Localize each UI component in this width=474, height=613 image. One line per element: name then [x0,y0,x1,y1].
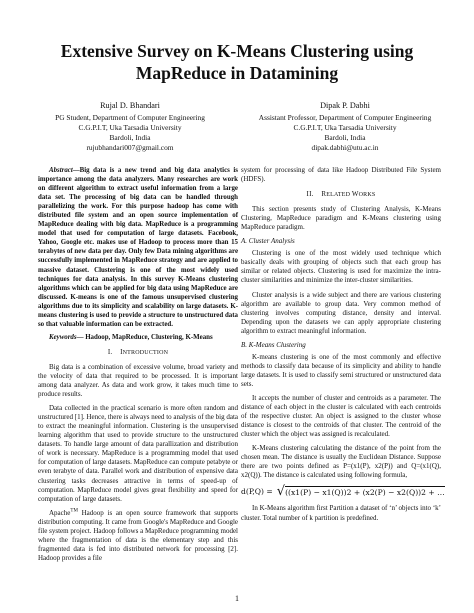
keywords [38,333,238,342]
subsection-cluster-analysis: A. Cluster Analysis [241,237,295,246]
abstract [38,166,238,329]
author-email: dipak.dabhi@utu.ac.in [311,143,379,152]
keywords-dash: — [76,333,84,341]
formula-body: ((x1(P) − x1(Q))2 + (x2(P) − x2(Q))2 + … [285,488,445,498]
author-block-1 [40,101,220,153]
keywords-label: Keywords [49,333,77,341]
sqrt-symbol: √ [276,484,286,500]
keywords-text: Hadoop, MapReduce, Clustering, K-Means [83,333,213,341]
title-line-2: MapReduce in Datamining [135,63,339,83]
kmeans-paragraph-2: It accepts the number of cluster and centroids as a parameter. The distance of each object in the cluster is calculated with each centroids of the respective cluster. An object is assigned to the cluster whose distance is closest to the centroids of that cluster. The centroid of the cluster which the object was assigned is recalculated. [241,393,441,439]
formula-lhs: d(P,Q) = [241,487,273,497]
title-line-1: Extensive Survey on K-Means Clustering using [60,41,414,61]
section-rest: NTRODUCTION [122,349,169,356]
cluster-paragraph-2: Cluster analysis is a wide subject and there are various clustering algorithm are available to group data. Very common method of clustering involves computing distance, density and interval. Depending upon the datasets we can apply appropriate clustering algorithm to extract meaningful information. [241,290,441,335]
apache-text: Apache [49,508,71,517]
cluster-paragraph-1: Clustering is one of the most widely used technique which basically deals with grouping of objects such that each group has similar or related objects. Clustering is used for maximize the intra-cluster similarities and minimize the inter-cluster similarities. [241,249,441,285]
section-numeral: II. [306,190,314,199]
section-initial-r: R [321,190,327,199]
trademark-sup: TM [70,508,78,514]
page-number: 1 [235,594,239,603]
section-initial: I [120,347,123,356]
kmeans-paragraph-4: In K-Means algorithm first Partition a dataset of ‘n’ objects into ‘k’ cluster. Total number of k partition is predefined. [241,504,441,522]
author-city: Bardoli, India [324,133,366,142]
paper-title [20,40,454,84]
author-name: Dipak P. Dabhi [320,101,370,110]
intro-paragraph-2: Data collected in the practical scenario is more often random and unstructured [1]. Hence, there is always need to analysis of the big data to extract the meaningful information. Clustering is the unsupervised learning algorithm that used to provide structure to the unstructured datasets. To handle large amount of data parallization and distribution of work is necessary. MapReduce is a programming model that used for computation of large datasets. MapReduce can compute petabyte or even terabyte of data. Parallel work and distribution of expensive data clustering tasks decreases attractive in terms of speed-up of computation. MapReduce model gives great flexibility and speed for computation of large datasets. [38,404,238,503]
author-block-2 [255,101,435,153]
author-institute: C.G.P.I.T, Uka Tarsadia University [78,123,182,132]
author-position: Assistant Professor, Department of Computer Engineering [258,113,432,122]
section-heading-introduction [38,348,238,358]
kmeans-paragraph-3: K-Means clustering calculating the distance of the point from the chosen mean. The distance is usually the Euclidean Distance. Suppose there are two points defined as P=(x1(P), x2(P)) and Q=(x1(Q), x2(Q)). The distance is calculated using following formula, [241,444,441,480]
subsection-kmeans: B. K-Means Clustering [241,340,306,349]
author-name: Rujal D. Bhandari [100,101,160,110]
right-column [241,166,445,523]
intro-paragraph-3 [38,509,238,563]
author-city: Bardoli, India [109,133,151,142]
abstract-dash: — [72,167,80,174]
section-numeral: I. [107,347,113,356]
kmeans-paragraph-1: K-means clustering is one of the most commonly and effective methods to classify data because of its simplicity and ability to handle large datasets. It is used to classify semi structured or unstructured data sets. [241,352,441,388]
author-position: PG Student, Department of Computer Engineering [55,113,205,122]
related-works-paragraph: This section presents study of Clustering Analysis, K-Means Clustering, MapReduce paradigm and K-Means clustering using MapReduce paradigm. [241,205,441,232]
section-rest-w: ORKS [358,192,376,199]
hdfs-continuation: system for processing of data like Hadoop Distributed File System (HDFS). [241,166,441,184]
left-column [38,166,238,563]
hadoop-text: Hadoop is an open source framework that supports distribution computing. It came from Google's MapReduce and Google file system project. Hadoop follows a MapReduce programming model where the fragmentation of data is the elementary step and this fragmented data is fed into distributed network for processing [2]. Hadoop provides a file [38,508,238,562]
abstract-text: Big data is a new trend and big data analytics is importance among the data analyzers. Many researches are work on different algorithm to extract useful information from a large data set. The processing of big data can be handled through parallelizing the work. For this purpose hadoop has come with distributed file system and an open source implementation of MapReduce dealing with big data. MapReduce is a programming model that used for computation of large datasets. Facebook, Yahoo, Google etc. makes use of Hadoop to process more than 15 terabytes of new data per day. Only few Data mining algorithms are successfully implemented in MapReduce strategy and are applied to massive dataset. Clustering is one of the most widely used techniques for data analysis. In this survey K-Means clustering algorithms which can be applied for big data using MapReduce are discussed. K-means is one of the famous unsupervised clustering algorithms due to its simplicity and scalability on large datasets. K-means clustering is used to provide a structure to unstructured data so that valuable information can be extracted. [38,167,238,328]
intro-paragraph-1: Big data is a combination of excessive volume, broad variety and the velocity of data that required to be processed. It is important among data analyzer. As data and work grow, it takes much time to produce results. [38,362,238,399]
section-rest-r: ELATED [326,192,352,199]
section-initial-w: W [351,190,359,199]
author-email: rujubhandari007@gmail.com [86,143,174,152]
author-institute: C.G.P.I.T, Uka Tarsadia University [293,123,397,132]
distance-formula [241,484,445,500]
section-heading-related-works [241,190,441,200]
abstract-label: Abstract [49,167,73,174]
